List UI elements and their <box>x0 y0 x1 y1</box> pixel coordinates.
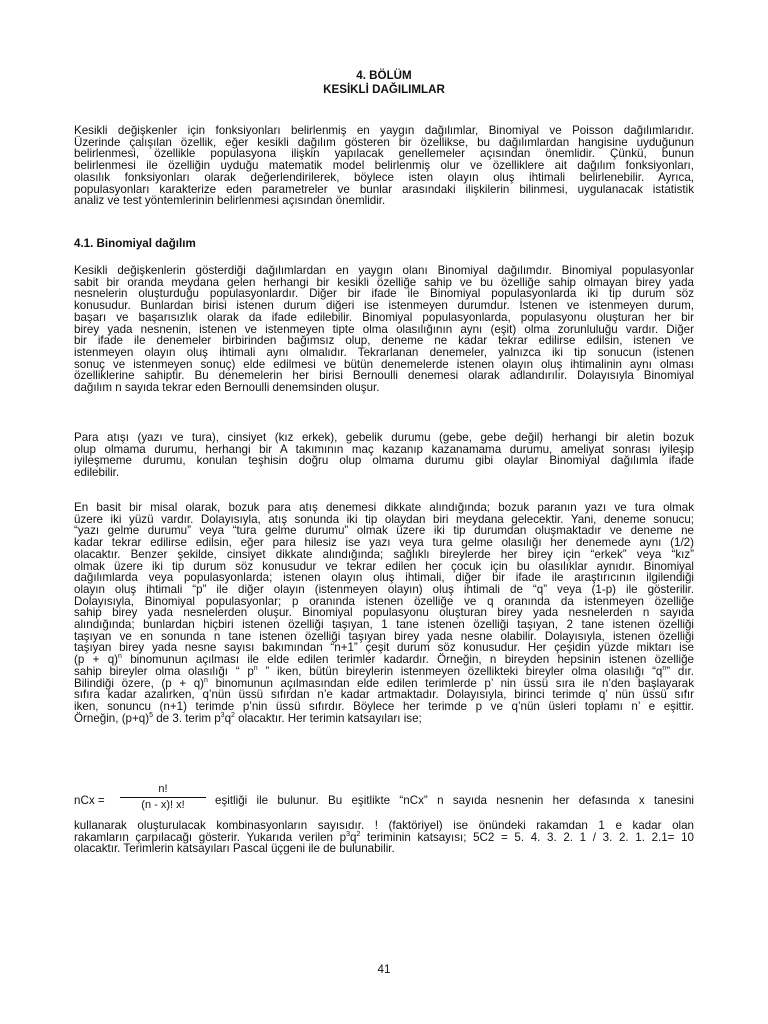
text-line: üzere iki yüzü vardır. Dolayısıyla, atış sonunda iki tip olaydan biri meydana gelecektir. Yani, deneme sonucu; <box>74 512 694 526</box>
combination-formula <box>74 783 694 819</box>
formula-lhs: nCx = <box>74 794 105 807</box>
chapter-number: 4. BÖLÜM <box>356 69 412 82</box>
text-line: sahip bireyler olma olasılığı “ $p^n$ ” iken, bütün bireylerin istenmeyen özellikteki bireyler olma olasılığı “$q^n$” dır. <box>74 664 695 678</box>
text-line: olasılık fonksiyonları olarak değerlendirilerek, böylece isten olayın oluş ihtimali belirlenebilir. Ayrıca, <box>74 170 694 184</box>
text-line: populasyonları karakterize eden parametreler ve bunlar arasındaki ilişkilerin bilinmesi, uygulanacak istatistik <box>74 182 694 196</box>
text-line: Para atışı (yazı ve tura), cinsiyet (kız erkek), gebelik durumu (gebe, gebe değil) herhangi bir aletin bozuk <box>74 431 694 444</box>
text-line: istenmeyen olayın oluş ihtimali aynı olmalıdır. Tekrarlanan denemeler, yalnızca iki tip sonucun (istenen <box>74 345 694 359</box>
text-line: $(p + q)^n$ binomunun açılması ile elde edilen terimler kadardır. Örneğin, n bireyden hepsinin istenen özelliğe <box>74 653 694 667</box>
text-line: olacaktır. Benzer şekilde, cinsiyet dikkate alındığında; sağlıklı bireylerde her birey için “erkek” veya “kız” <box>74 547 694 561</box>
text-line: belirlenmesi, özellikle populasyona ilişkin yapılacak genellemeler açısından önemlidir. Çünkü, bunun <box>74 147 694 161</box>
text-line: taşıyan birey yada nesne sayısı bakımından “n+1” çeşit durum söz konusudur. Her çeşidin yüzde miktarı ise <box>74 641 694 655</box>
text-line: olup olmama durumu, herhangi bir A takımının maç kazanıp kazanamama durumu, ameliyat sonrası iyileşip <box>74 442 694 456</box>
text-line: konusudur. Bunlardan birisi istenen durum diğeri ise istenmeyen durumdur. İstenen ve istenmeyen durum, <box>74 299 694 313</box>
text-line: En basit bir misal olarak, bozuk para atış denemesi dikkate alındığında; bozuk paranın yazı ve tura olmak <box>74 501 694 514</box>
text-line: kadar tekrar edilirse edilsin, eğer para hilesiz ise yazı veya tura gelme olasılığı her denemede aynı (1/2) <box>74 536 694 550</box>
text-line: taşıyan ve en sonunda n tane istenen özelliği taşıyan birey yada nesne olabilir. Dolayısıyla, istenen özelliği <box>74 629 694 643</box>
chapter-heading <box>74 69 694 97</box>
text-line: belirlenmesi ile özelliğin uyduğu matematik model belirlenmiş olur ve özelliklere ait dağılım fonksiyonları, <box>74 159 694 173</box>
page-number: 41 <box>377 963 391 976</box>
text-line: iyileşmeme durumu, konulan teşhisin doğru olup olmama durumu gibi olaylar Binomiyal dağılımla ifade <box>74 454 694 468</box>
text-line: Bilindiği özere, $(p + q)^n$ binomunun açılmasından elde edilen terimlerde p’ nin üssü sıra ile n’den başlayarak <box>74 676 694 690</box>
text-line: sahip birey yada nesnelerden oluşur. Binomiyal populasyonu oluşturan birey yada nesnelerden n sayıda <box>74 606 694 620</box>
formula-denominator: (n - x)! x! <box>141 799 185 811</box>
text-line: Örneğin, $(p+q)^5$ de 3. terim $p^3q^2$ olacaktır. Her terimin katsayıları ise; <box>74 711 422 725</box>
binomial-paragraph-1 <box>74 265 694 394</box>
text-line: alındığında; bunlardan hiçbiri istenen özelliği taşıyan, 1 tane istenen özelliği taşıyan, 2 tane istenen özelliği <box>74 618 694 632</box>
formula-numerator: n! <box>158 783 168 795</box>
formula-fraction <box>118 783 208 811</box>
text-line: dağılım n sayıda tekrar eden Bernoulli denemsinden oluşur. <box>74 381 380 395</box>
text-line: sıfıra kadar azalırken, q’nün üssü sıfırdan n’e kadar artmaktadır. Dolayısıyla, birinci terimde q’ nün üssü sıfır <box>74 688 694 702</box>
text-line: Dolayısıyla, Binomiyal populasyonlar; p oranında istenen özelliğe ve q oranında da istenmeyen özelliğe <box>74 594 694 608</box>
intro-paragraph <box>74 125 694 207</box>
text-line: dağılımlarda veya populasyonlarda; istenen olayın oluş ihtimali, diğer bir ifade ile araştırıcının ilgilendiği <box>74 571 694 585</box>
text-line: analiz ve test yöntemlerinin belirlenmesi açısından önemlidir. <box>74 194 386 208</box>
formula-description: eşitliği ile bulunur. Bu eşitlikte “nCx” n sayıda nesnenin her defasında x tanesini <box>215 794 694 807</box>
text-line: sonuç ve istenmeyen sonuç) elde edilmesi ve bütün denemelerde istenen olayın oluş ihtimalinin aynı olması <box>74 357 694 371</box>
binomial-paragraph-3 <box>74 502 694 724</box>
text-line: Kesikli değişkenlerin gösterdiği dağılımlardan en yaygın olanı Binomiyal dağılımdır. Binomiyal populasyonlar <box>74 264 694 277</box>
text-line: sabit bir oranda meydana gelen herhangi bir kesikli özelliğe sahip ve bu özelliğe sahip olmayan birey yada <box>74 275 694 289</box>
binomial-paragraph-4 <box>74 820 694 855</box>
fraction-bar <box>120 797 206 798</box>
chapter-title: KESİKLİ DAĞILIMLAR <box>323 83 445 96</box>
text-line: nesnelerin oluşturduğu populasyonlardır. Diğer bir ifade ile Binomiyal populasyonlarda iki tip durum söz <box>74 287 694 301</box>
text-line: olacaktır. Terimlerin katsayıları Pascal üçgeni ile de bulunabilir. <box>74 842 395 856</box>
text-line: Kesikli değişkenler için fonksiyonları belirlenmiş en yaygın dağılımlar, Binomiyal ve Poisson dağılımlarıdır. <box>74 124 694 137</box>
text-line: iken, sonuncu (n+1) terimde p’nin üssü sıfırdır. Böylece her terimde p ve q’nün üsleri toplamı n’ e eşittir. <box>74 699 694 713</box>
text-line: birey yada nesnenin, istenen ve istenmeyen tipte olma olasılığının aynı (eşit) olma zorunluluğu vardır. Diğer <box>74 322 694 336</box>
text-line: olmak üzere iki tip durum söz konusudur ve tekrar edilen her çocuk için bu olasılıklar aynıdır. Binomiyal <box>74 559 694 573</box>
text-line: “yazı gelme durumu” veya “tura gelme durumu” olmak üzere iki tip durumdan oluşmaktadır ve deneme ne <box>74 524 694 538</box>
text-line: Üzerinde çalışılan özellik, eğer kesikli dağılım gösteren bir özellikse, bu dağılımlardan hangisine uyduğunun <box>74 135 694 149</box>
text-line: bir ifade ile denemeler birbirinden bağımsız olup, deneme ne kadar tekrar edilirse edilsin, istenen ve <box>74 334 694 348</box>
section-title: 4.1. Binomiyal dağılım <box>74 237 196 250</box>
text-line: rakamların çarpılacağı gösterir. Yukarıda verilen $p^3q^2$ teriminin katsayısı; 5C2 = 5. 4. 3. 2. 1 / 3. 2. 1. 2.1= 10 <box>74 830 694 844</box>
text-line: başarı ve başarısızlık olarak da ifade edilebilir. Binomiyal populasyonlarda, populasyonu oluşturan her bir <box>74 310 694 324</box>
text-line: edilebilir. <box>74 466 120 480</box>
binomial-paragraph-2 <box>74 432 694 479</box>
text-line: kullanarak oluşturulacak kombinasyonların sayısıdır. ! (faktöriyel) ise önündeki rakamdan 1 e kadar olan <box>74 819 694 832</box>
text-line: olayın oluş ihtimali “p” ile diğer olayın (istenmeyen olayın) oluş ihtimali de “q” veya (1-p) ile gösterilir. <box>74 582 694 596</box>
text-line: özelliklerine sahiptir. Bu denemelerin her birisi Bernoulli denemesi olarak adlandırılır. Dolayısıyla Binomiyal <box>74 369 694 383</box>
